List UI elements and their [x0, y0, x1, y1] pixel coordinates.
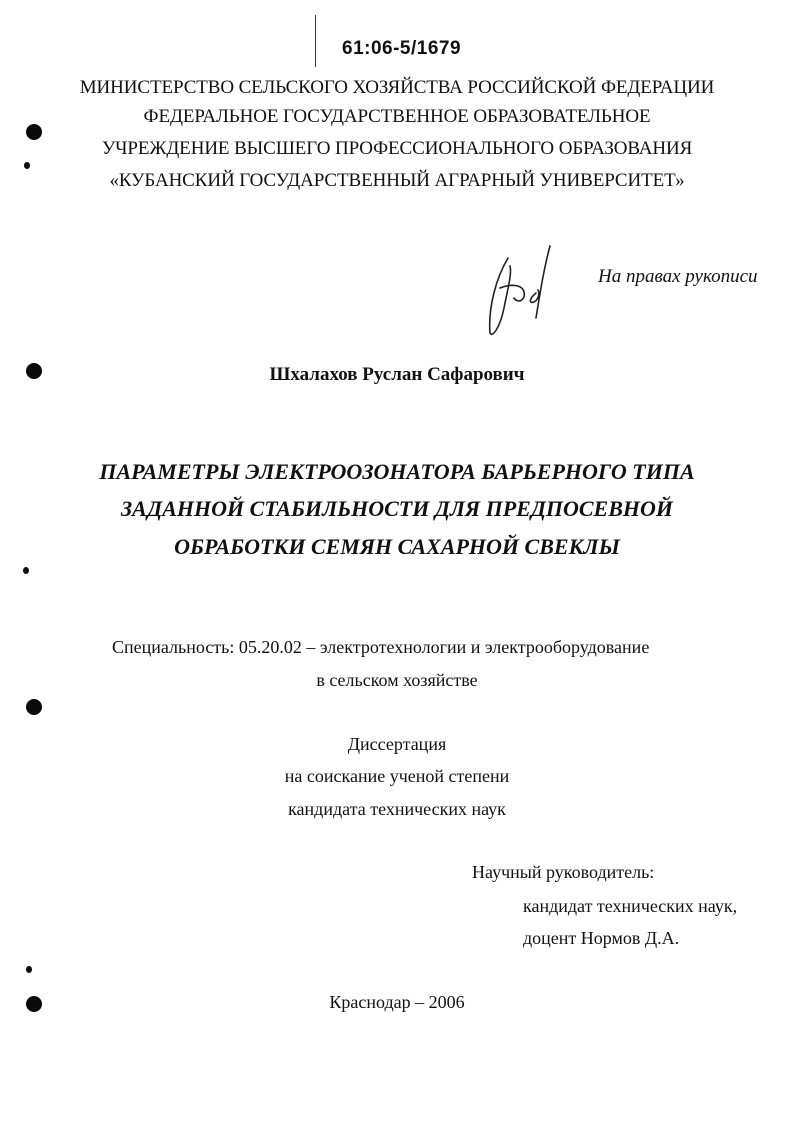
scan-speck-icon [24, 162, 30, 169]
supervisor-degree: кандидат технических наук, [523, 896, 738, 916]
manuscript-rights-note: На правах рукописи [598, 266, 758, 287]
degree-line-1: Диссертация [347, 734, 447, 754]
library-stamp: 61:06-5/1679 [342, 38, 462, 59]
degree-line-3: кандидата технических наук [288, 799, 506, 819]
header-line-federal: ФЕДЕРАЛЬНОЕ ГОСУДАРСТВЕННОЕ ОБРАЗОВАТЕЛЬНОЕ [143, 106, 651, 127]
punch-hole-icon [26, 699, 42, 715]
punch-hole-icon [26, 363, 42, 379]
title-line-3: ОБРАБОТКИ СЕМЯН САХАРНОЙ СВЕКЛЫ [174, 534, 620, 559]
place-and-year: Краснодар – 2006 [329, 992, 465, 1012]
supervisor-name: доцент Нормов Д.А. [523, 928, 680, 948]
author-signature [478, 238, 568, 348]
supervisor-label: Научный руководитель: [472, 862, 655, 882]
header-line-ministry: МИНИСТЕРСТВО СЕЛЬСКОГО ХОЗЯЙСТВА РОССИЙСКОЙ ФЕДЕРАЦИИ [79, 77, 715, 98]
scan-margin-line [315, 15, 316, 67]
specialty-line-2: в сельском хозяйстве [316, 670, 478, 690]
header-line-institution: УЧРЕЖДЕНИЕ ВЫСШЕГО ПРОФЕССИОНАЛЬНОГО ОБРАЗОВАНИЯ [101, 138, 693, 159]
punch-hole-icon [26, 996, 42, 1012]
punch-hole-icon [26, 124, 42, 140]
title-line-2: ЗАДАННОЙ СТАБИЛЬНОСТИ ДЛЯ ПРЕДПОСЕВНОЙ [120, 496, 674, 521]
author-name: Шхалахов Руслан Сафарович [269, 364, 525, 385]
scan-speck-icon [26, 966, 32, 973]
scan-speck-icon [23, 567, 29, 574]
title-line-1: ПАРАМЕТРЫ ЭЛЕКТРООЗОНАТОРА БАРЬЕРНОГО ТИПА [99, 459, 695, 484]
specialty-line-1: Специальность: 05.20.02 – электротехнологии и электрооборудование [112, 637, 650, 657]
degree-line-2: на соискание ученой степени [284, 766, 510, 786]
header-line-university: «КУБАНСКИЙ ГОСУДАРСТВЕННЫЙ АГРАРНЫЙ УНИВЕРСИТЕТ» [109, 170, 685, 191]
